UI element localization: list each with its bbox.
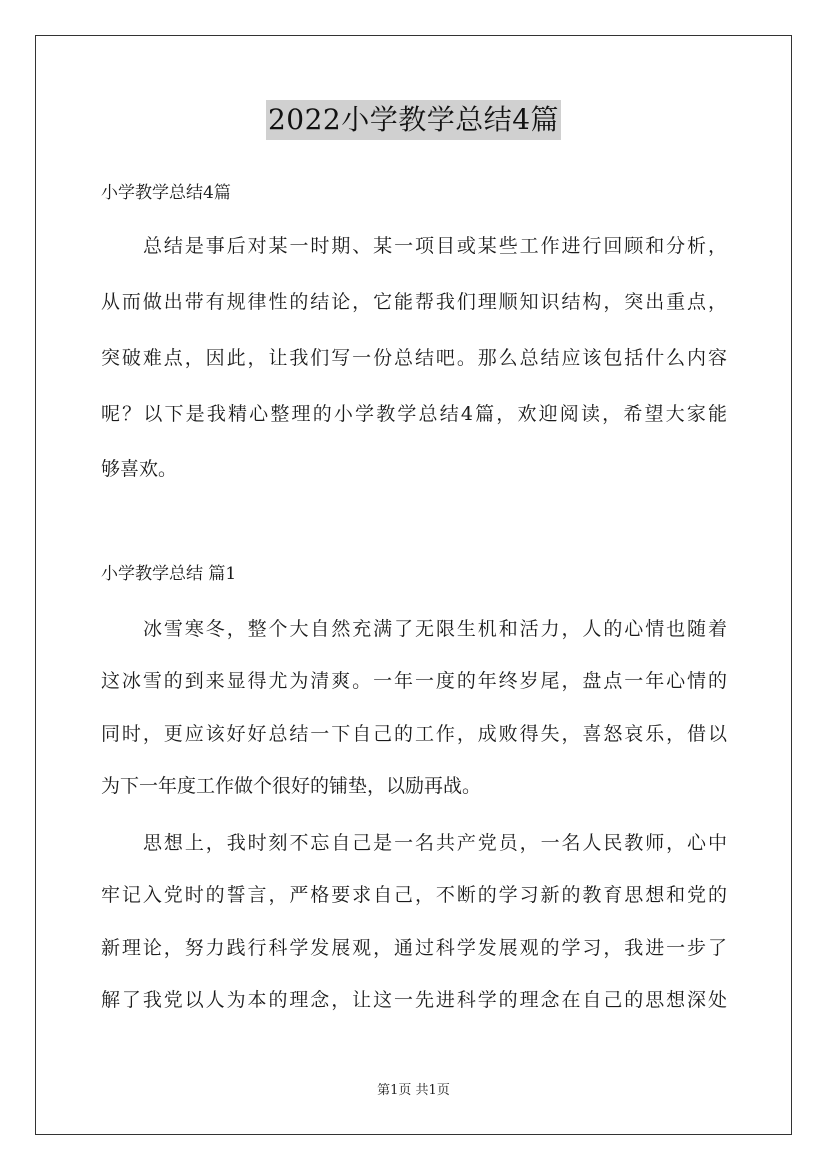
section1-p2-line-4: 解了我党以人为本的理念，让这一先进科学的理念在自己的思想深处 [101, 989, 727, 1011]
section1-heading: 小学教学总结 篇1 [101, 564, 237, 584]
intro-line-1: 总结是事后对某一时期、某一项目或某些工作进行回顾和分析， [143, 235, 727, 257]
section1-p2-line-2: 牢记入党时的誓言，严格要求自己，不断的学习新的教育思想和党的 [101, 884, 727, 906]
section1-p1-line-1: 冰雪寒冬，整个大自然充满了无限生机和活力，人的心情也随着 [143, 618, 727, 640]
intro-heading: 小学教学总结4篇 [101, 183, 231, 203]
intro-line-5: 够喜欢。 [101, 458, 178, 480]
section1-p1-line-3: 同时，更应该好好总结一下自己的工作，成败得失，喜怒哀乐，借以 [101, 723, 727, 745]
section1-p2-line-3: 新理论，努力践行科学发展观，通过科学发展观的学习，我进一步了 [101, 937, 727, 959]
intro-line-4: 呢？以下是我精心整理的小学教学总结4篇，欢迎阅读，希望大家能 [101, 403, 727, 425]
section1-p1-line-4: 为下一年度工作做个很好的铺垫，以励再战。 [101, 775, 482, 797]
section1-p1-line-2: 这冰雪的到来显得尤为清爽。一年一度的年终岁尾，盘点一年心情的 [101, 670, 727, 692]
intro-line-3: 突破难点，因此，让我们写一份总结吧。那么总结应该包括什么内容 [101, 347, 727, 369]
document-title: 2022小学教学总结4篇 [266, 100, 561, 140]
intro-line-2: 从而做出带有规律性的结论，它能帮我们理顺知识结构，突出重点， [101, 291, 727, 313]
title-wrap [0, 100, 827, 140]
section1-p2-line-1: 思想上，我时刻不忘自己是一名共产党员，一名人民教师，心中 [143, 832, 727, 854]
page-footer: 第1页 共1页 [377, 1083, 450, 1098]
